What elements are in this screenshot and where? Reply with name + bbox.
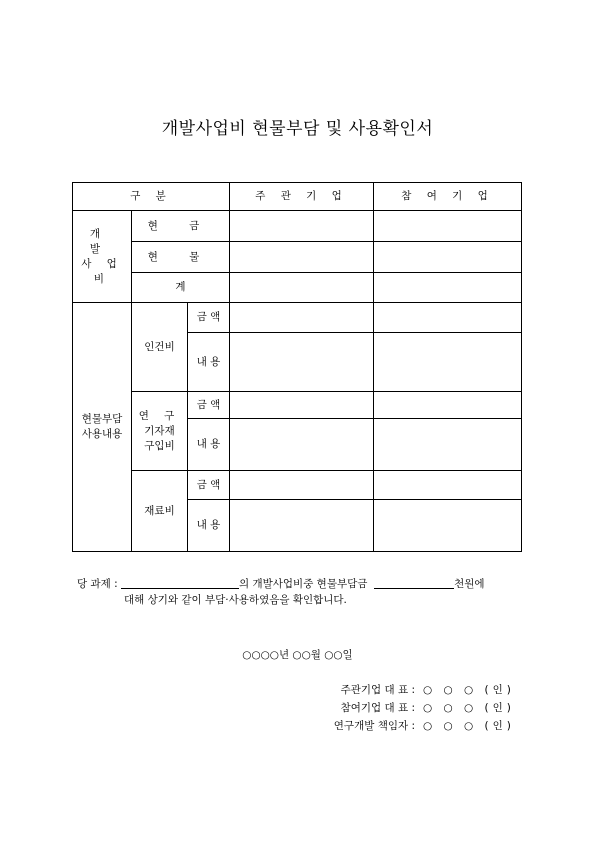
statement-line1 xyxy=(77,576,527,592)
in-kind-usage-table xyxy=(72,182,522,552)
header-participant-company: 참 여 기 업 xyxy=(374,183,522,211)
cash-participant-cell[interactable] xyxy=(374,211,522,242)
personnel-label: 인건비 xyxy=(132,303,188,392)
header-lead-company: 주 관 기 업 xyxy=(230,183,374,211)
dev-cost-group-label xyxy=(73,211,132,303)
materials-label: 재료비 xyxy=(132,471,188,552)
table-row xyxy=(73,211,522,242)
equipment-amount-label: 금 액 xyxy=(188,392,230,419)
equipment-label-line2: 기자재 xyxy=(144,424,175,437)
statement-prefix: 당 과제 : xyxy=(77,578,118,590)
cash-lead-cell[interactable] xyxy=(230,211,374,242)
amount-blank[interactable] xyxy=(374,577,454,589)
materials-content-lead-cell[interactable] xyxy=(230,500,374,552)
signature-row xyxy=(320,681,515,699)
header-category: 구 분 xyxy=(73,183,230,211)
signature-row xyxy=(320,717,515,735)
in-kind-participant-cell[interactable] xyxy=(374,242,522,273)
project-name-blank[interactable] xyxy=(121,577,239,589)
table-row xyxy=(73,303,522,333)
in-kind-use-group-label xyxy=(73,303,132,552)
equipment-content-lead-cell[interactable] xyxy=(230,419,374,471)
personnel-content-label: 내 용 xyxy=(188,333,230,392)
signature-value: ○ ○ ○ (인) xyxy=(423,720,515,732)
statement-suffix: 천원에 xyxy=(454,578,485,590)
dev-cost-group-line1: 개 발 xyxy=(89,227,115,255)
equipment-amount-participant-cell[interactable] xyxy=(374,392,522,419)
table-row xyxy=(73,242,522,273)
equipment-amount-lead-cell[interactable] xyxy=(230,392,374,419)
statement-line2: 대해 상기와 같이 부담·사용하였음을 확인합니다. xyxy=(124,594,347,606)
in-kind-lead-cell[interactable] xyxy=(230,242,374,273)
table-row xyxy=(73,392,522,419)
total-lead-cell[interactable] xyxy=(230,273,374,303)
materials-amount-label: 금 액 xyxy=(188,471,230,500)
page-title: 개발사업비 현물부담 및 사용확인서 xyxy=(161,119,434,139)
equipment-content-label: 내 용 xyxy=(188,419,230,471)
personnel-amount-lead-cell[interactable] xyxy=(230,303,374,333)
dev-cost-group-line2: 사 업 비 xyxy=(81,257,123,285)
materials-amount-participant-cell[interactable] xyxy=(374,471,522,500)
cash-label: 현 금 xyxy=(132,211,230,242)
total-participant-cell[interactable] xyxy=(374,273,522,303)
equipment-label xyxy=(132,392,188,471)
table-header-row xyxy=(73,183,522,211)
equipment-content-participant-cell[interactable] xyxy=(374,419,522,471)
materials-content-participant-cell[interactable] xyxy=(374,500,522,552)
equipment-label-line3: 구입비 xyxy=(144,439,175,452)
signature-value: ○ ○ ○ (인) xyxy=(423,684,515,696)
materials-content-label: 내 용 xyxy=(188,500,230,552)
in-kind-use-group-line1: 현물부담 xyxy=(81,413,123,425)
statement-middle: 의 개발사업비중 현물부담금 xyxy=(239,578,368,590)
signature-label: 연구개발 책임자 : xyxy=(333,720,415,732)
signature-value: ○ ○ ○ (인) xyxy=(423,702,515,714)
personnel-content-participant-cell[interactable] xyxy=(374,333,522,392)
equipment-label-line1: 연 구 xyxy=(138,409,181,422)
date-line: ○○○○년 ○○월 ○○일 xyxy=(242,649,353,661)
confirmation-statement xyxy=(77,576,527,608)
personnel-content-lead-cell[interactable] xyxy=(230,333,374,392)
in-kind-label: 현 물 xyxy=(132,242,230,273)
signature-label: 주관기업 대 표 : xyxy=(340,684,415,696)
table-row xyxy=(73,471,522,500)
signature-label: 참여기업 대 표 : xyxy=(340,702,415,714)
personnel-amount-label: 금 액 xyxy=(188,303,230,333)
total-label: 계 xyxy=(132,273,230,303)
table-row xyxy=(73,273,522,303)
materials-amount-lead-cell[interactable] xyxy=(230,471,374,500)
signature-block xyxy=(320,681,515,735)
signature-row xyxy=(320,699,515,717)
in-kind-use-group-line2: 사용내용 xyxy=(81,428,123,440)
personnel-amount-participant-cell[interactable] xyxy=(374,303,522,333)
